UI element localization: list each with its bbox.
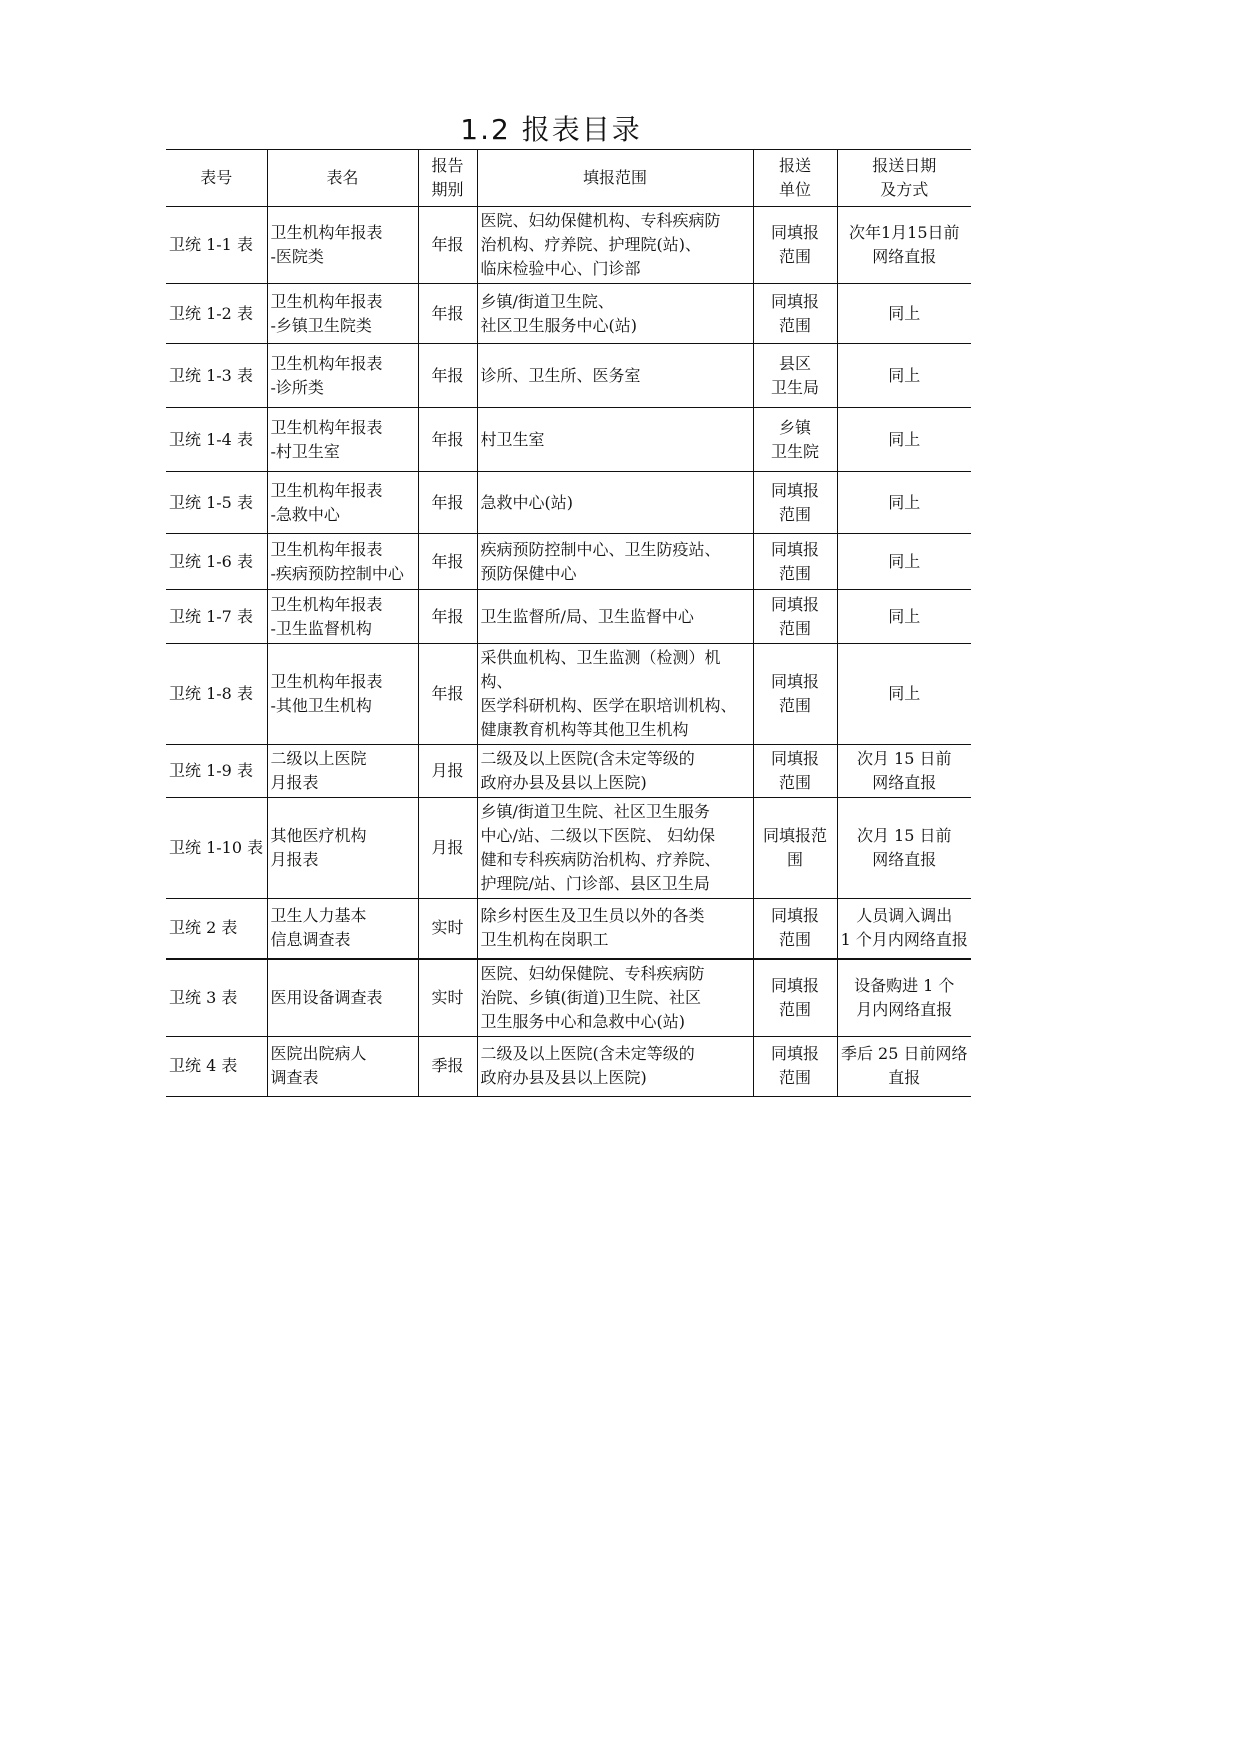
table-cell-period: 年报 [418, 284, 477, 344]
table-cell-name: 卫生机构年报表 -卫生监督机构 [267, 590, 418, 644]
table-row [166, 644, 971, 745]
table-cell-scope: 乡镇/街道卫生院、社区卫生服务 中心/站、二级以下医院、 妇幼保 健和专科疾病防治机构、疗养院、 护理院/站、门诊部、县区卫生局 [477, 798, 753, 899]
table-cell-unit: 同填报 范围 [753, 745, 837, 798]
table-cell-period: 年报 [418, 207, 477, 284]
table-cell-name: 卫生机构年报表 -乡镇卫生院类 [267, 284, 418, 344]
table-cell-date: 次月 15 日前 网络直报 [837, 745, 971, 798]
table-cell-name: 卫生机构年报表 -其他卫生机构 [267, 644, 418, 745]
table-cell-date: 同上 [837, 408, 971, 472]
table-cell-date: 同上 [837, 284, 971, 344]
table-cell-name: 二级以上医院 月报表 [267, 745, 418, 798]
table-cell-unit: 同填报 范围 [753, 644, 837, 745]
table-cell-unit: 同填报 范围 [753, 284, 837, 344]
table-cell-unit: 同填报 范围 [753, 534, 837, 590]
table-cell-name: 其他医疗机构 月报表 [267, 798, 418, 899]
table-cell-no: 卫统 1-9 表 [166, 745, 267, 798]
table-row [166, 590, 971, 644]
header-date: 报送日期 及方式 [837, 150, 971, 207]
table-cell-no: 卫统 1-5 表 [166, 472, 267, 534]
table-cell-unit: 同填报 范围 [753, 959, 837, 1037]
table-row [166, 899, 971, 959]
table-cell-date: 次月 15 日前 网络直报 [837, 798, 971, 899]
table-cell-no: 卫统 1-7 表 [166, 590, 267, 644]
table-cell-no: 卫统 1-3 表 [166, 344, 267, 408]
table-cell-no: 卫统 1-8 表 [166, 644, 267, 745]
table-cell-scope: 卫生监督所/局、卫生监督中心 [477, 590, 753, 644]
header-unit: 报送 单位 [753, 150, 837, 207]
table-cell-period: 年报 [418, 644, 477, 745]
table-cell-date: 人员调入调出 1 个月内网络直报 [837, 899, 971, 959]
table-cell-date: 同上 [837, 644, 971, 745]
table-cell-name: 医用设备调查表 [267, 959, 418, 1037]
table-cell-no: 卫统 1-6 表 [166, 534, 267, 590]
table-cell-date: 季后 25 日前网络 直报 [837, 1036, 971, 1096]
table-cell-unit: 同填报 范围 [753, 590, 837, 644]
table-cell-name: 卫生机构年报表 -急救中心 [267, 472, 418, 534]
table-cell-scope: 二级及以上医院(含未定等级的 政府办县及县以上医院) [477, 1036, 753, 1096]
table-cell-name: 卫生机构年报表 -村卫生室 [267, 408, 418, 472]
header-scope: 填报范围 [477, 150, 753, 207]
table-cell-no: 卫统 2 表 [166, 899, 267, 959]
table-cell-no: 卫统 1-2 表 [166, 284, 267, 344]
table-cell-period: 年报 [418, 472, 477, 534]
table-cell-no: 卫统 4 表 [166, 1036, 267, 1096]
table-cell-scope: 除乡村医生及卫生员以外的各类 卫生机构在岗职工 [477, 899, 753, 959]
table-cell-unit: 同填报 范围 [753, 472, 837, 534]
table-cell-scope: 采供血机构、卫生监测（检测）机构、 医学科研机构、医学在职培训机构、 健康教育机构等其他卫生机构 [477, 644, 753, 745]
table-cell-date: 同上 [837, 472, 971, 534]
table-cell-unit: 同填报 范围 [753, 899, 837, 959]
table-row [166, 959, 971, 1037]
table-cell-name: 卫生机构年报表 -疾病预防控制中心 [267, 534, 418, 590]
table-cell-scope: 医院、妇幼保健院、专科疾病防 治院、乡镇(街道)卫生院、社区 卫生服务中心和急救中心(站) [477, 959, 753, 1037]
table-cell-unit: 同填报 范围 [753, 207, 837, 284]
page-title: 1.2 报表目录 [460, 113, 642, 146]
header-name: 表名 [267, 150, 418, 207]
table-cell-unit: 同填报范 围 [753, 798, 837, 899]
table-cell-scope: 村卫生室 [477, 408, 753, 472]
table-row [166, 745, 971, 798]
table-row [166, 284, 971, 344]
table-cell-name: 卫生机构年报表 -医院类 [267, 207, 418, 284]
table-row [166, 472, 971, 534]
table-cell-date: 同上 [837, 344, 971, 408]
header-no: 表号 [166, 150, 267, 207]
table-cell-scope: 医院、妇幼保健机构、专科疾病防 治机构、疗养院、护理院(站)、 临床检验中心、门诊部 [477, 207, 753, 284]
table-cell-scope: 疾病预防控制中心、卫生防疫站、 预防保健中心 [477, 534, 753, 590]
table-cell-period: 年报 [418, 408, 477, 472]
table-cell-date: 次年1月15日前 网络直报 [837, 207, 971, 284]
table-cell-name: 医院出院病人 调查表 [267, 1036, 418, 1096]
table-row [166, 798, 971, 899]
table-cell-no: 卫统 1-10 表 [166, 798, 267, 899]
table-row [166, 408, 971, 472]
table-cell-scope: 诊所、卫生所、医务室 [477, 344, 753, 408]
table-row [166, 207, 971, 284]
table-cell-unit: 同填报 范围 [753, 1036, 837, 1096]
table-cell-unit: 县区 卫生局 [753, 344, 837, 408]
table-cell-scope: 二级及以上医院(含未定等级的 政府办县及县以上医院) [477, 745, 753, 798]
table-cell-date: 设备购进 1 个 月内网络直报 [837, 959, 971, 1037]
table-cell-no: 卫统 1-4 表 [166, 408, 267, 472]
table-row [166, 344, 971, 408]
table-cell-no: 卫统 1-1 表 [166, 207, 267, 284]
table-cell-no: 卫统 3 表 [166, 959, 267, 1037]
table-row [166, 1036, 971, 1096]
table-cell-period: 实时 [418, 899, 477, 959]
header-period: 报告 期别 [418, 150, 477, 207]
table-cell-period: 年报 [418, 534, 477, 590]
table-cell-date: 同上 [837, 590, 971, 644]
table-cell-period: 季报 [418, 1036, 477, 1096]
table-cell-period: 月报 [418, 798, 477, 899]
table-cell-scope: 急救中心(站) [477, 472, 753, 534]
table-header-row [166, 150, 971, 207]
table-cell-name: 卫生机构年报表 -诊所类 [267, 344, 418, 408]
table-cell-unit: 乡镇 卫生院 [753, 408, 837, 472]
table-cell-date: 同上 [837, 534, 971, 590]
table-cell-period: 月报 [418, 745, 477, 798]
table-cell-scope: 乡镇/街道卫生院、 社区卫生服务中心(站) [477, 284, 753, 344]
table-cell-period: 年报 [418, 590, 477, 644]
table-cell-period: 年报 [418, 344, 477, 408]
table-cell-name: 卫生人力基本 信息调查表 [267, 899, 418, 959]
table-cell-period: 实时 [418, 959, 477, 1037]
table-row [166, 534, 971, 590]
report-catalog-table [166, 149, 971, 1097]
